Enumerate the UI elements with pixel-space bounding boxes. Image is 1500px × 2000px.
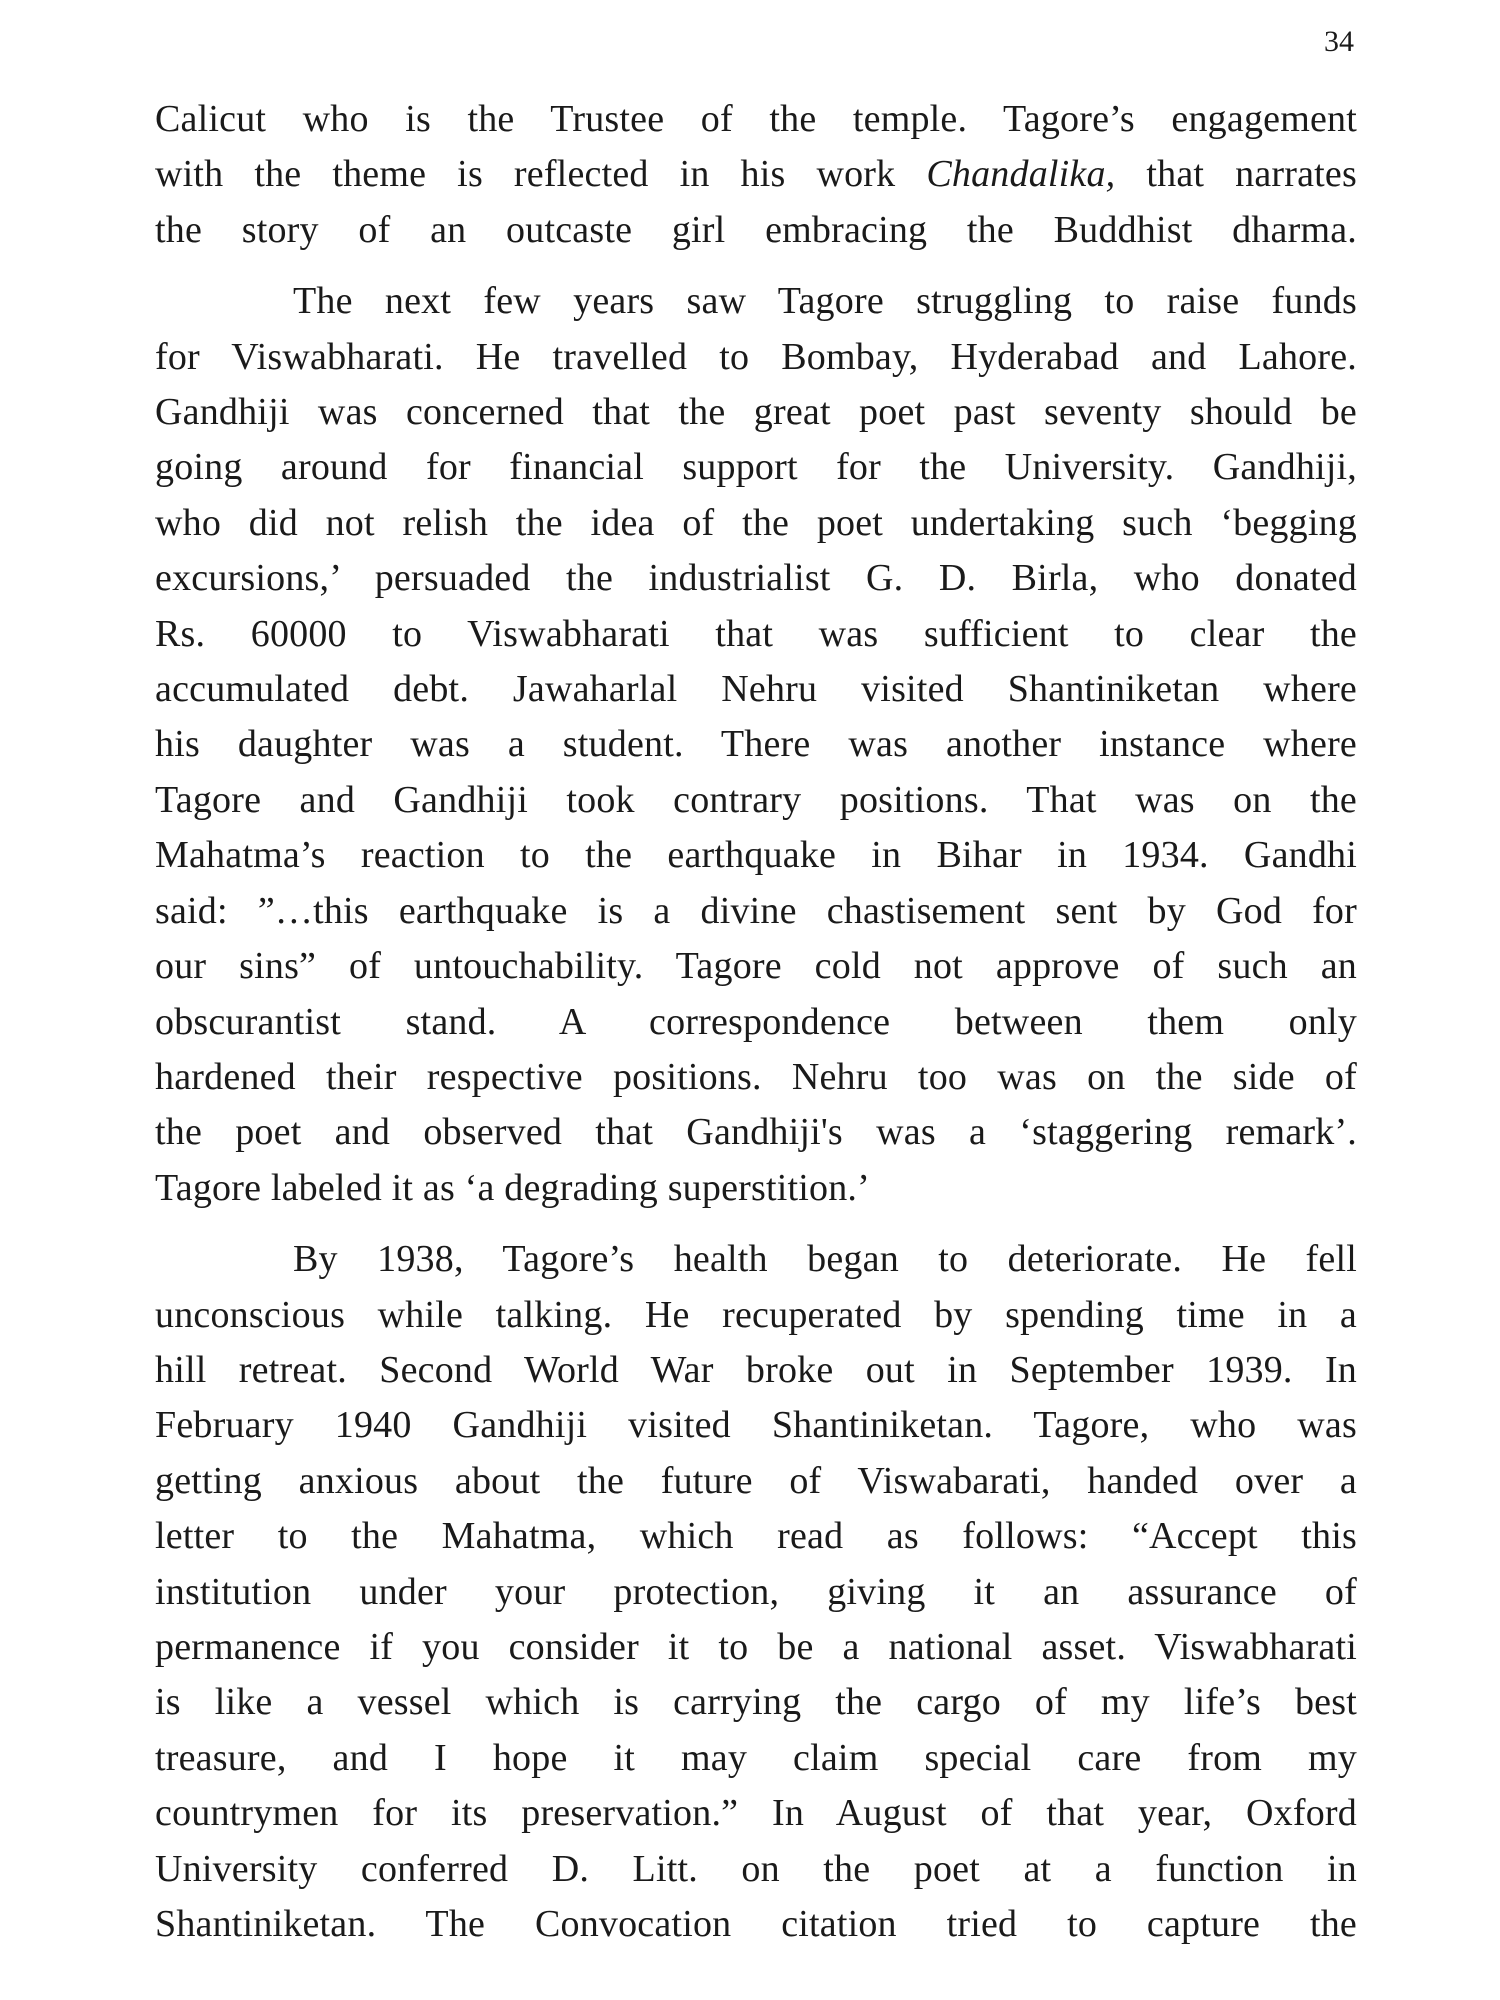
- text-segment: hardened their respective positions. Nehru too was on the side of: [155, 1055, 1357, 1098]
- text-line: [155, 1786, 1357, 1841]
- text-line: [155, 551, 1357, 606]
- text-segment: Calicut who is the Trustee of the temple. Tagore’s engagement: [155, 98, 1357, 140]
- paragraph: [155, 92, 1357, 258]
- text-segment: excursions,’ persuaded the industrialist G. D. Birla, who donated: [155, 557, 1357, 600]
- text-line: [155, 274, 1357, 329]
- text-line: [155, 440, 1357, 495]
- text-segment: treasure, and I hope it may claim special care from my: [155, 1736, 1357, 1779]
- text-segment: with the theme is reflected in his work: [155, 153, 927, 196]
- text-segment: permanence if you consider it to be a national asset. Viswabharati: [155, 1625, 1357, 1668]
- text-segment: getting anxious about the future of Viswabarati, handed over a: [155, 1459, 1357, 1502]
- text-line: [155, 773, 1357, 828]
- text-line: [155, 995, 1357, 1050]
- text-segment: said: ”…this earthquake is a divine chastisement sent by God for: [155, 889, 1357, 932]
- text-segment: letter to the Mahatma, which read as follows: “Accept this: [155, 1515, 1357, 1558]
- text-segment: that narrates: [1115, 153, 1357, 196]
- text-line: [155, 1050, 1357, 1105]
- text-segment: Shantiniketan. The Convocation citation tried to capture the: [155, 1903, 1357, 1945]
- text-segment: who did not relish the idea of the poet undertaking such ‘begging: [155, 501, 1357, 544]
- text-segment: The next few years saw Tagore struggling to raise funds: [293, 280, 1357, 323]
- text-segment: the story of an outcaste girl embracing the Buddhist dharma.: [155, 208, 1357, 251]
- paragraph: [155, 1232, 1357, 1952]
- text-segment: going around for financial support for the University. Gandhiji,: [155, 446, 1357, 489]
- text-line: [155, 662, 1357, 717]
- text-line: [155, 147, 1357, 202]
- text-segment: Tagore labeled it as ‘a degrading superstition.’: [155, 1166, 870, 1209]
- text-line: [155, 1288, 1357, 1343]
- text-segment: Rs. 60000 to Viswabharati that was sufficient to clear the: [155, 612, 1357, 655]
- text-line: [155, 717, 1357, 772]
- text-line: [155, 939, 1357, 994]
- text-segment: February 1940 Gandhiji visited Shantiniketan. Tagore, who was: [155, 1404, 1357, 1447]
- text-line: [155, 496, 1357, 551]
- text-segment: institution under your protection, giving it an assurance of: [155, 1570, 1357, 1613]
- text-line: [155, 1565, 1357, 1620]
- text-line: [155, 607, 1357, 662]
- text-line: [155, 1620, 1357, 1675]
- text-line: [155, 884, 1357, 939]
- text-line: [155, 385, 1357, 440]
- text-segment: hill retreat. Second World War broke out in September 1939. In: [155, 1348, 1357, 1391]
- text-segment: By 1938, Tagore’s health began to deteriorate. He fell: [293, 1238, 1357, 1281]
- text-line: [155, 1509, 1357, 1564]
- text-line: [155, 1842, 1357, 1897]
- text-line: [155, 203, 1357, 258]
- text-segment: unconscious while talking. He recuperated by spending time in a: [155, 1293, 1357, 1336]
- text-segment: obscurantist stand. A correspondence between them only: [155, 1000, 1357, 1043]
- text-segment: for Viswabharati. He travelled to Bombay, Hyderabad and Lahore.: [155, 335, 1357, 378]
- text-segment: accumulated debt. Jawaharlal Nehru visited Shantiniketan where: [155, 668, 1357, 711]
- text-segment: Gandhiji was concerned that the great poet past seventy should be: [155, 391, 1357, 434]
- text-segment: countrymen for its preservation.” In August of that year, Oxford: [155, 1792, 1357, 1835]
- body-text: [155, 92, 1357, 1952]
- text-segment: our sins” of untouchability. Tagore cold not approve of such an: [155, 945, 1357, 988]
- text-line: [155, 828, 1357, 883]
- text-line: [155, 1161, 1357, 1216]
- text-segment: the poet and observed that Gandhiji's was a ‘staggering remark’.: [155, 1111, 1357, 1154]
- text-segment: Tagore and Gandhiji took contrary positions. That was on the: [155, 778, 1357, 821]
- paragraph: [155, 274, 1357, 1216]
- text-line: [155, 330, 1357, 385]
- text-line: [155, 1454, 1357, 1509]
- text-line: [155, 1105, 1357, 1160]
- text-segment: University conferred D. Litt. on the poet at a function in: [155, 1847, 1357, 1890]
- text-segment: his daughter was a student. There was another instance where: [155, 723, 1357, 766]
- text-segment: is like a vessel which is carrying the cargo of my life’s best: [155, 1681, 1357, 1724]
- text-line: [155, 1675, 1357, 1730]
- text-line: [155, 1343, 1357, 1398]
- text-line: [155, 92, 1357, 147]
- text-line: [155, 1232, 1357, 1287]
- text-line: [155, 1731, 1357, 1786]
- text-line: [155, 1398, 1357, 1453]
- text-segment: Mahatma’s reaction to the earthquake in Bihar in 1934. Gandhi: [155, 834, 1357, 877]
- page-number: 34: [1324, 25, 1354, 58]
- italic-title: Chandalika,: [926, 153, 1116, 196]
- text-line: [155, 1897, 1357, 1952]
